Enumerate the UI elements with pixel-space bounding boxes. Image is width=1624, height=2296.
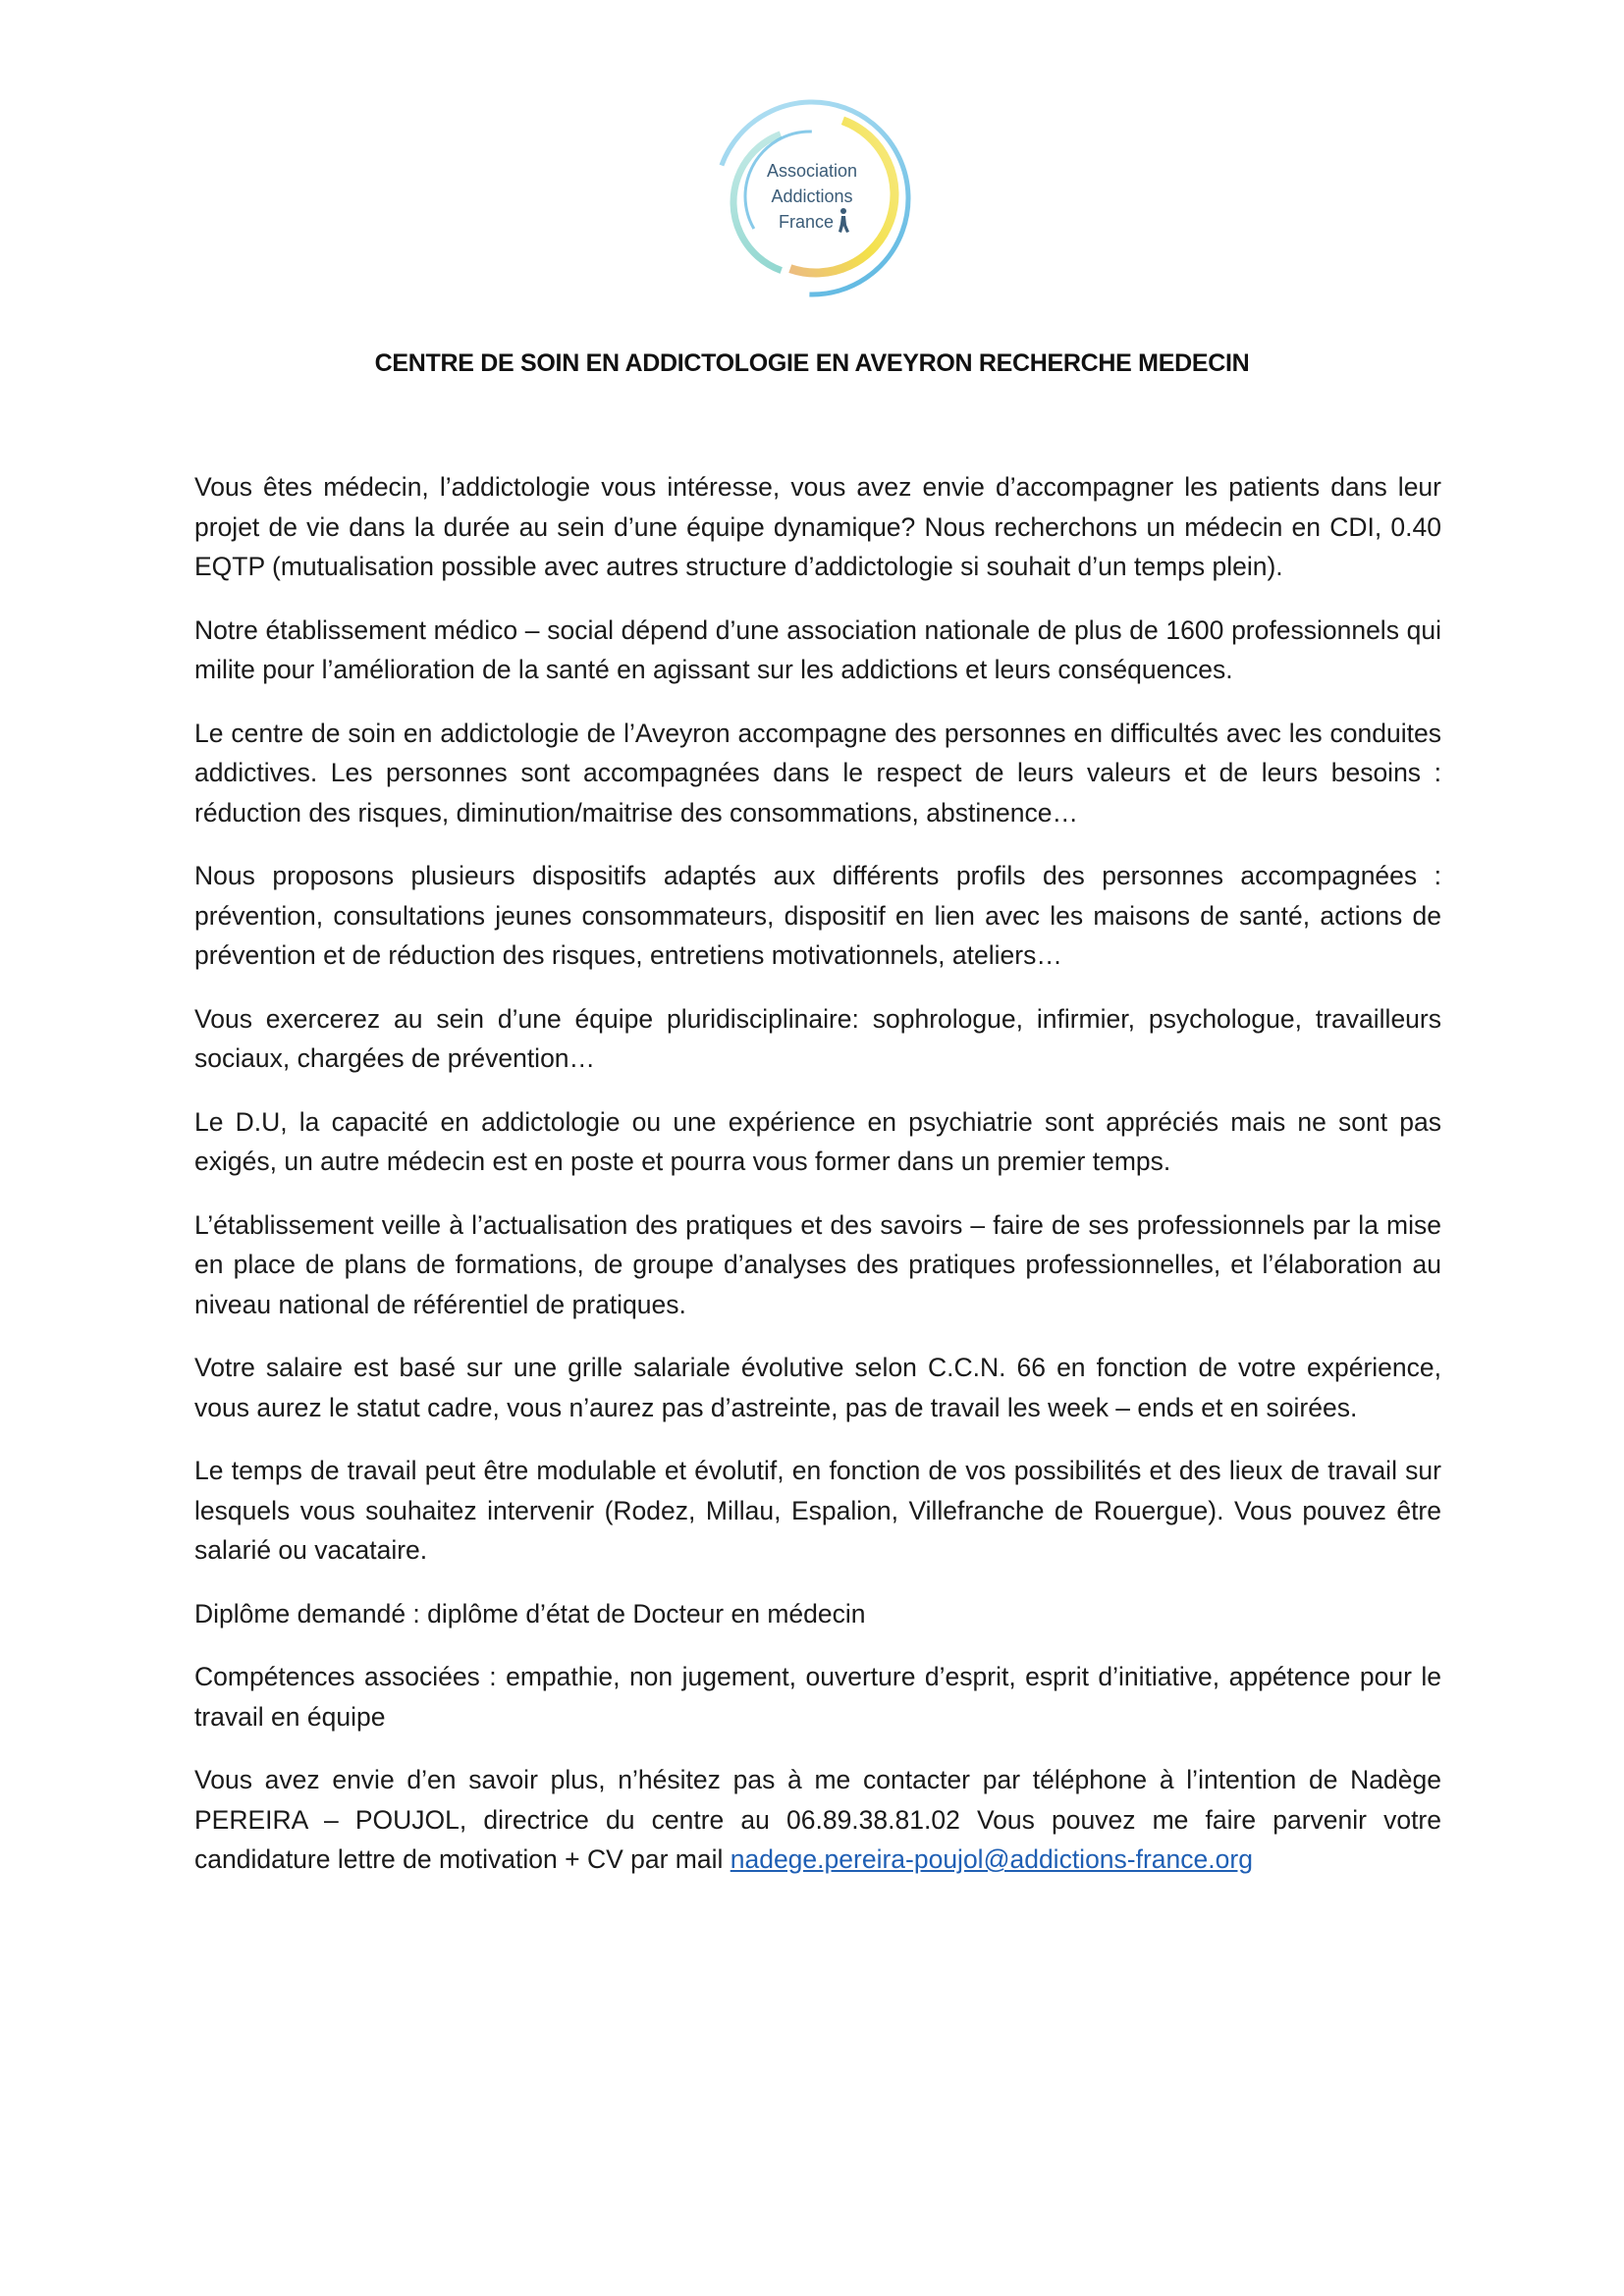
contact-text: Vous avez envie d’en savoir plus, n’hésitez pas à me contacter par téléphone à l’intention de Nadège PEREIRA – POUJOL, directrice du centre au 06.89.38.81.02 Vous pouvez me faire parvenir votre candidature lettre de motivation + CV par mail bbox=[194, 1765, 1441, 1874]
contact-email-link[interactable]: nadege.pereira-poujol@addictions-france.org bbox=[730, 1844, 1253, 1874]
paragraph-intro: Vous êtes médecin, l’addictologie vous intéresse, vous avez envie d’accompagner les patients dans leur projet de vie dans la durée au sein d’une équipe dynamique? Nous recherchons un médecin en CDI, 0.40 EQTP (mutualisation possible avec autres structure d’addictologie si souhait d’un temps plein). bbox=[194, 472, 1441, 581]
paragraph-centre: Le centre de soin en addictologie de l’Aveyron accompagne des personnes en difficultés avec les conduites addictives. Les personnes sont accompagnées dans le respect de leurs valeurs et de leurs besoins : réduction des risques, diminution/maitrise des consommations, abstinence… bbox=[194, 718, 1441, 828]
job-offer-body bbox=[194, 467, 1441, 1903]
paragraph-establishment: Notre établissement médico – social dépend d’une association nationale de plus de 1600 professionnels qui milite pour l’amélioration de la santé en agissant sur les addictions et leurs conséquences. bbox=[194, 614, 1441, 684]
paragraph-skills: Compétences associées : empathie, non jugement, ouverture d’esprit, esprit d’initiative, appétence pour le travail en équipe bbox=[194, 1662, 1441, 1732]
paragraph-salary: Votre salaire est basé sur une grille salariale évolutive selon C.C.N. 66 en fonction de votre expérience, vous aurez le statut cadre, vous n’aurez pas d’astreinte, pas de travail les week – ends et en soirées. bbox=[194, 1353, 1441, 1422]
logo-line-2: Addictions bbox=[771, 187, 853, 206]
logo-line-1: Association bbox=[766, 161, 858, 181]
paragraph-qualifications: Le D.U, la capacité en addictologie ou une expérience en psychiatrie sont appréciés mais ne sont pas exigés, un autre médecin est en poste et pourra vous former dans un premier temps. bbox=[194, 1106, 1441, 1176]
paragraph-diploma: Diplôme demandé : diplôme d’état de Docteur en médecin bbox=[194, 1598, 866, 1629]
logo-line-3: France bbox=[778, 212, 835, 232]
walking-person-icon bbox=[839, 208, 849, 233]
association-addictions-france-logo bbox=[708, 94, 916, 302]
paragraph-contact bbox=[194, 1760, 1441, 1880]
paragraph-dispositifs: Nous proposons plusieurs dispositifs adaptés aux différents profils des personnes accompagnées : prévention, consultations jeunes consommateurs, dispositif en lien avec les maisons de santé, actions de prévention et de réduction des risques, entretiens motivationnels, ateliers… bbox=[194, 861, 1441, 970]
paragraph-training: L’établissement veille à l’actualisation des pratiques et des savoirs – faire de ses professionnels par la mise en place de plans de formations, de groupe d’analyses des pratiques professionnelles, et l’élaboration au niveau national de référentiel de pratiques. bbox=[194, 1209, 1441, 1319]
page-title: CENTRE DE SOIN EN ADDICTOLOGIE EN AVEYRON RECHERCHE MEDECIN bbox=[374, 349, 1250, 377]
paragraph-team: Vous exercerez au sein d’une équipe pluridisciplinaire: sophrologue, infirmier, psychologue, travailleurs sociaux, chargées de prévention… bbox=[194, 1003, 1441, 1073]
paragraph-working-time: Le temps de travail peut être modulable et évolutif, en fonction de vos possibilités et des lieux de travail sur lesquels vous souhaitez intervenir (Rodez, Millau, Espalion, Villefranche de Rouergue). Vous pouvez être salarié ou vacataire. bbox=[194, 1456, 1441, 1565]
